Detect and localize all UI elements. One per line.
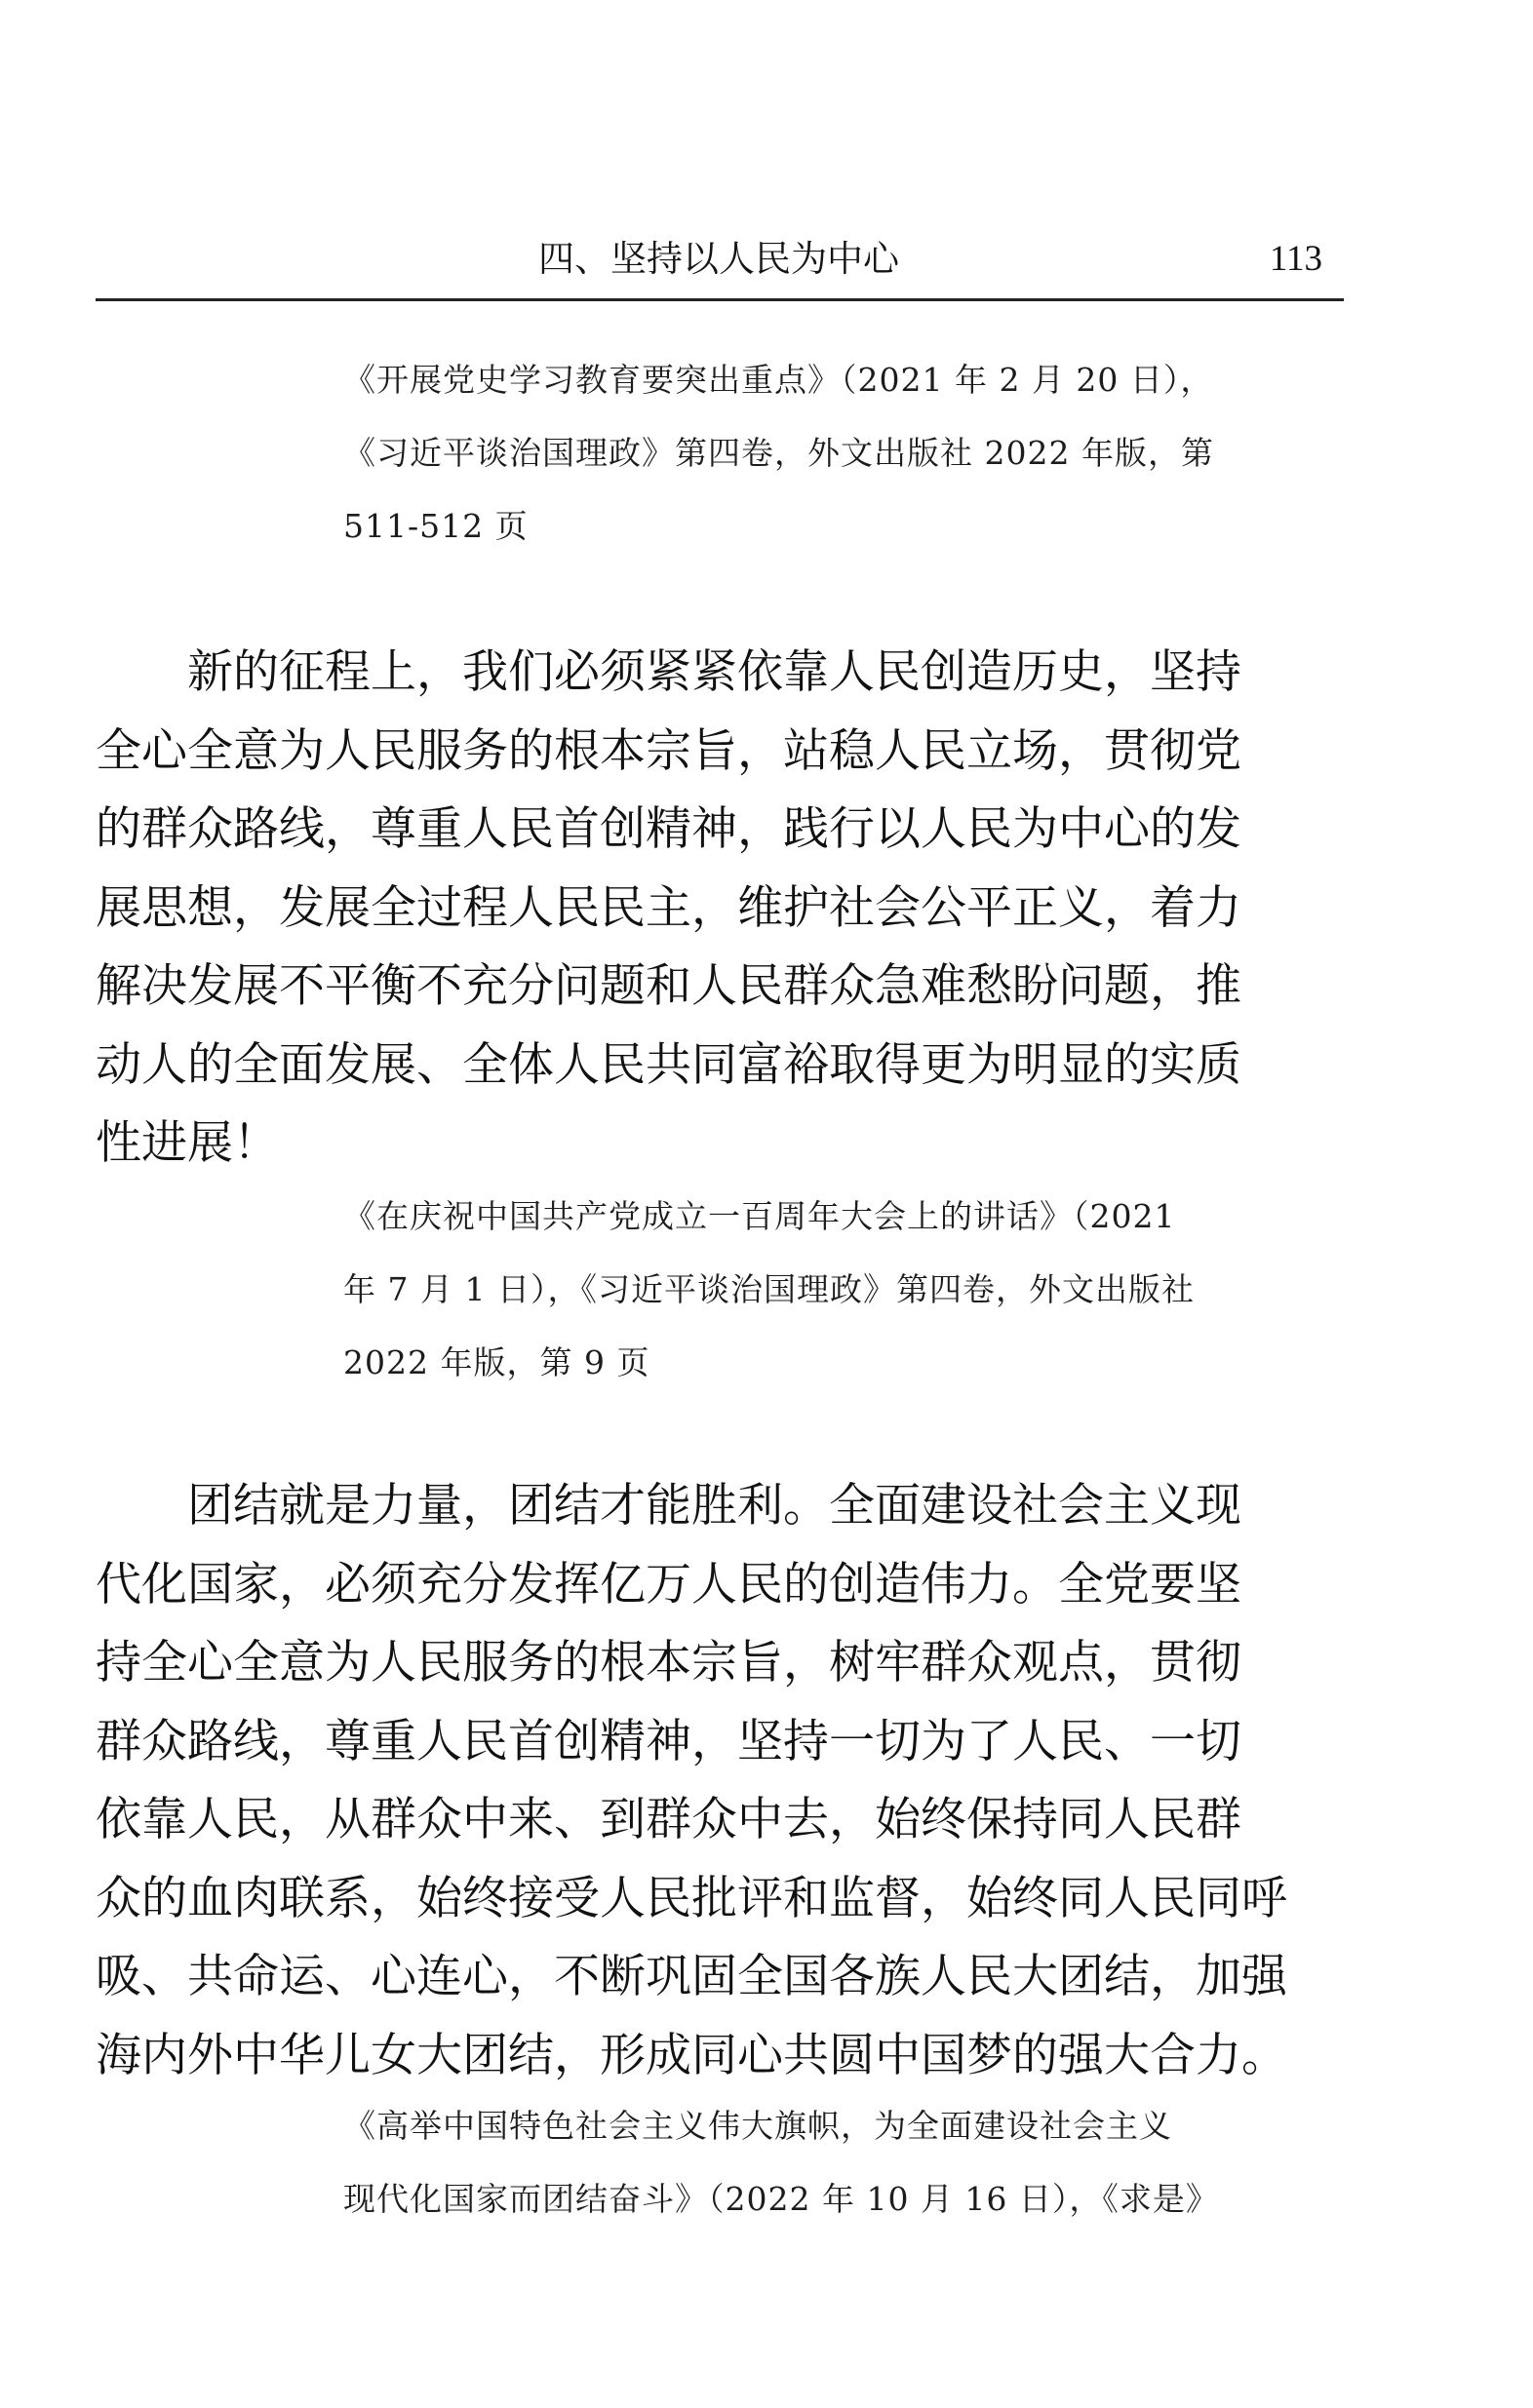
citation-3: [343, 2089, 1357, 2235]
paragraph-line: 性进展！: [96, 1116, 279, 1170]
paragraph-line: 群众路线，尊重人民首创精神，坚持一切为了人民、一切: [96, 1714, 1241, 1768]
citation-line: 《在庆祝中国共产党成立一百周年大会上的讲话》（2021: [343, 1197, 1176, 1235]
section-title: 四、坚持以人民为中心: [538, 238, 899, 280]
header-rule: [96, 298, 1344, 301]
citation-line: 2022 年版，第 9 页: [343, 1343, 650, 1381]
body-paragraph-2: [96, 1467, 1363, 2095]
citation-line: 《习近平谈治国理政》第四卷，外文出版社 2022 年版，第: [343, 434, 1214, 472]
citation-line: 年 7 月 1 日），《习近平谈治国理政》第四卷，外文出版社: [343, 1270, 1195, 1308]
paragraph-line: 解决发展不平衡不充分问题和人民群众急难愁盼问题，推: [96, 959, 1241, 1013]
citation-1: [343, 343, 1357, 563]
citation-line: 《高举中国特色社会主义伟大旗帜，为全面建设社会主义: [343, 2107, 1172, 2145]
running-head: [96, 230, 1342, 298]
page-number: 113: [1269, 239, 1322, 279]
paragraph-line: 持全心全意为人民服务的根本宗旨，树牢群众观点，贯彻: [96, 1636, 1241, 1689]
paragraph-line: 众的血肉联系，始终接受人民批评和监督，始终同人民同呼: [96, 1871, 1287, 1925]
paragraph-line: 代化国家，必须充分发挥亿万人民的创造伟力。全党要坚: [96, 1557, 1241, 1612]
paragraph-line: 海内外中华儿女大团结，形成同心共圆中国梦的强大合力。: [96, 2028, 1287, 2082]
paragraph-line: 新的征程上，我们必须紧紧依靠人民创造历史，坚持: [187, 645, 1241, 699]
paragraph-line: 团结就是力量，团结才能胜利。全面建设社会主义现: [187, 1479, 1241, 1533]
paragraph-line: 吸、共命运、心连心，不断巩固全国各族人民大团结，加强: [96, 1950, 1287, 2003]
citation-2: [343, 1180, 1357, 1399]
citation-line: 511-512 页: [343, 507, 529, 545]
citation-line: 《开展党史学习教育要突出重点》（2021 年 2 月 20 日），: [343, 361, 1214, 399]
paragraph-line: 的群众路线，尊重人民首创精神，践行以人民为中心的发: [96, 802, 1241, 856]
paragraph-line: 依靠人民，从群众中来、到群众中去，始终保持同人民群: [96, 1793, 1241, 1846]
paragraph-line: 展思想，发展全过程人民民主，维护社会公平正义，着力: [96, 880, 1241, 935]
paragraph-line: 全心全意为人民服务的根本宗旨，站稳人民立场，贯彻党: [96, 723, 1241, 778]
paragraph-line: 动人的全面发展、全体人民共同富裕取得更为明显的实质: [96, 1037, 1241, 1092]
body-paragraph-1: [96, 634, 1363, 1184]
citation-line: 现代化国家而团结奋斗》（2022 年 10 月 16 日），《求是》: [343, 2180, 1219, 2218]
